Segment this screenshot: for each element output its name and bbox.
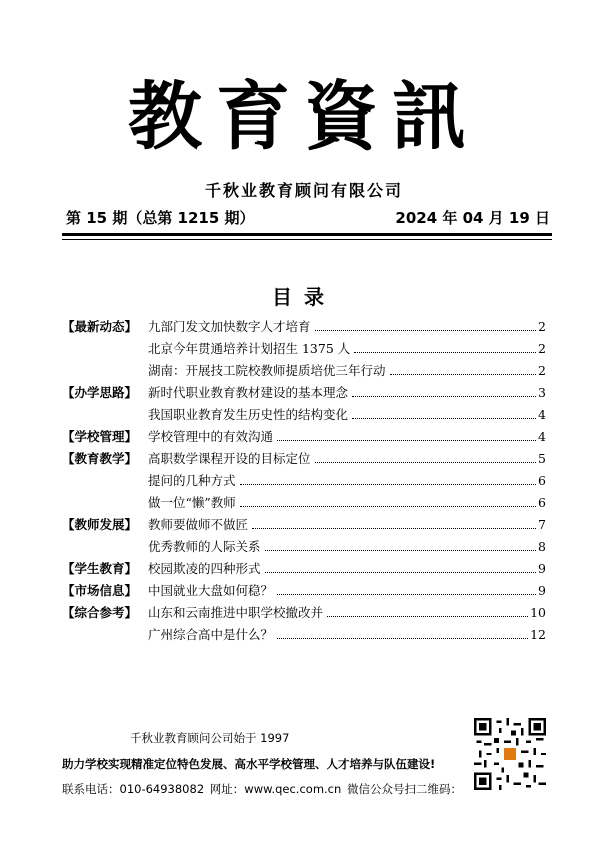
company-name: 千秋业教育顾问有限公司: [204, 181, 403, 200]
toc-entry[interactable]: [148, 624, 546, 646]
toc-leader-dots: [390, 374, 537, 375]
footer-founded: 千秋业教育顾问公司始于 1997: [130, 731, 290, 745]
toc-row: [62, 624, 546, 646]
toc-leader-dots: [277, 594, 536, 595]
toc-article-title: 校园欺凌的四种形式: [148, 561, 261, 576]
toc-leader-dots: [352, 396, 536, 397]
toc-entry[interactable]: [148, 514, 546, 536]
footer-contact: 联系电话：010-64938082 网址：www.qec.com.cn 微信公众号扫二维码：: [62, 782, 462, 796]
toc-page-number: 4: [538, 429, 546, 444]
toc-leader-dots: [240, 506, 536, 507]
toc-article-title: 教师要做师不做匠: [148, 517, 249, 532]
toc-row: [62, 580, 546, 602]
toc-leader-dots: [265, 550, 537, 551]
toc-row: [62, 426, 546, 448]
toc-leader-dots: [277, 440, 536, 441]
toc-leader-dots: [315, 330, 537, 331]
toc-page-number: 6: [538, 495, 546, 510]
toc-entry[interactable]: [148, 404, 546, 426]
toc-category: 【办学思路】: [62, 385, 138, 400]
toc-category: 【市场信息】: [62, 583, 138, 598]
toc-row: [62, 492, 546, 514]
toc-leader-dots: [352, 418, 536, 419]
toc-leader-dots: [265, 572, 537, 573]
toc-row: [62, 536, 546, 558]
toc-category: 【学生教育】: [62, 561, 138, 576]
toc-row: [62, 360, 546, 382]
toc-article-title: 九部门发文加快数字人才培育: [148, 319, 311, 334]
toc-entry[interactable]: [148, 558, 546, 580]
toc-leader-dots: [315, 462, 537, 463]
header-rule-thin: [62, 239, 552, 240]
toc-category: 【学校管理】: [62, 429, 138, 444]
table-of-contents: [62, 316, 546, 646]
toc-article-title: 做一位“懒”教师: [148, 495, 236, 510]
toc-category: 【综合参考】: [62, 605, 138, 620]
toc-row: [62, 470, 546, 492]
toc-entry[interactable]: [148, 382, 546, 404]
toc-entry[interactable]: [148, 470, 546, 492]
toc-entry[interactable]: [148, 492, 546, 514]
toc-page-number: 9: [538, 583, 546, 598]
toc-page-number: 3: [538, 385, 546, 400]
toc-entry[interactable]: [148, 360, 546, 382]
toc-entry[interactable]: [148, 580, 546, 602]
toc-entry[interactable]: [148, 448, 546, 470]
toc-row: [62, 316, 546, 338]
toc-leader-dots: [252, 528, 536, 529]
toc-title: 目录: [272, 285, 336, 309]
toc-article-title: 中国就业大盘如何稳？: [148, 583, 274, 598]
toc-entry[interactable]: [148, 338, 546, 360]
issue-date: 2024 年 04 月 19 日: [395, 209, 550, 227]
toc-article-title: 广州综合高中是什么？: [148, 627, 274, 642]
toc-page-number: 8: [538, 539, 546, 554]
toc-entry[interactable]: [148, 602, 546, 624]
toc-article-title: 提问的几种方式: [148, 473, 236, 488]
toc-row: [62, 448, 546, 470]
toc-row: [62, 602, 546, 624]
toc-row: [62, 338, 546, 360]
toc-article-title: 我国职业教育发生历史性的结构变化: [148, 407, 349, 422]
toc-entry[interactable]: [148, 426, 546, 448]
toc-article-title: 高职数学课程开设的目标定位: [148, 451, 311, 466]
masthead-title: 教育資訊: [128, 74, 480, 160]
toc-category: 【教育教学】: [62, 451, 138, 466]
toc-page-number: 9: [538, 561, 546, 576]
footer-slogan: 助力学校实现精准定位特色发展、高水平学校管理、人才培养与队伍建设!: [62, 757, 436, 771]
toc-leader-dots: [277, 638, 528, 639]
toc-leader-dots: [240, 484, 537, 485]
toc-page-number: 12: [530, 627, 546, 642]
toc-page-number: 2: [538, 341, 546, 356]
toc-article-title: 新时代职业教育教材建设的基本理念: [148, 385, 349, 400]
toc-entry[interactable]: [148, 536, 546, 558]
toc-row: [62, 404, 546, 426]
toc-page-number: 7: [538, 517, 546, 532]
toc-row: [62, 558, 546, 580]
toc-page-number: 5: [538, 451, 546, 466]
toc-article-title: 学校管理中的有效沟通: [148, 429, 274, 444]
wechat-qr-code[interactable]: [474, 718, 546, 790]
toc-leader-dots: [327, 616, 528, 617]
toc-page-number: 2: [538, 363, 546, 378]
header-rule-thick: [62, 233, 552, 236]
toc-page-number: 10: [530, 605, 546, 620]
toc-article-title: 北京今年贯通培养计划招生 1375 人: [148, 341, 351, 356]
toc-article-title: 优秀教师的人际关系: [148, 539, 261, 554]
toc-page-number: 6: [538, 473, 546, 488]
toc-row: [62, 382, 546, 404]
toc-leader-dots: [354, 352, 536, 353]
toc-page-number: 2: [538, 319, 546, 334]
issue-number: 第 15 期（总第 1215 期）: [66, 209, 255, 227]
toc-entry[interactable]: [148, 316, 546, 338]
toc-row: [62, 514, 546, 536]
toc-category: 【最新动态】: [62, 319, 138, 334]
toc-page-number: 4: [538, 407, 546, 422]
toc-article-title: 湖南：开展技工院校教师提质培优三年行动: [148, 363, 386, 378]
issue-row: [66, 207, 550, 229]
toc-article-title: 山东和云南推进中职学校撤改并: [148, 605, 324, 620]
toc-category: 【教师发展】: [62, 517, 138, 532]
